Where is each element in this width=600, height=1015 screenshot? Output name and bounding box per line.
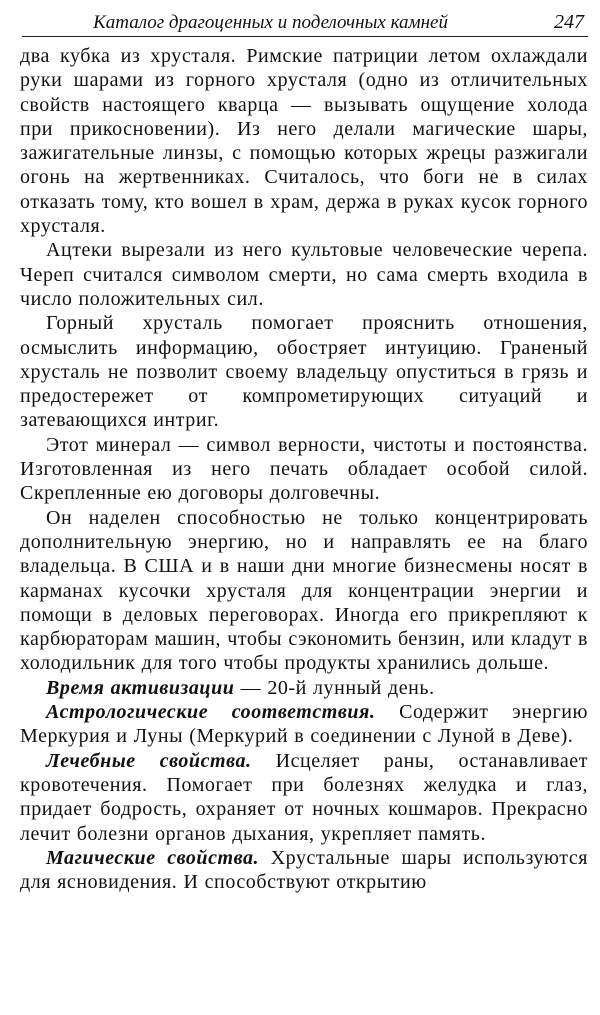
paragraph-symbol xyxy=(20,433,588,506)
run-in-heading: Время активизации xyxy=(46,676,235,699)
paragraph-text: Этот минерал — символ верности, чистоты и постоянства. Изготовленная из него печать обладает особой силой. Скрепленные ею договоры долговечны. xyxy=(20,433,588,505)
paragraph-text: два кубка из хрусталя. Римские патриции летом охлаждали руки шарами из горного хрусталя (одно из отличительных свойств настоящего кварца — вызывать ощущение холода при прикосновении). Из него делали магические шары, зажигательные линзы, с помощью которых жрецы разжигали огонь на жертвенниках. Считалось, что боги не в силах отказать тому, кто вошел в храм, держа в руках кусок горного хрусталя. xyxy=(20,45,588,238)
paragraph-text: Содержит энергию Меркурия и Луны (Меркурий в соединении с Луной в Деве). xyxy=(20,701,589,748)
page-header xyxy=(22,6,588,37)
paragraph-text: Исцеляет раны, останавливает кровотечения. Помогает при болезнях желудка и глаз, придает бодрость, охраняет от ночных кошмаров. Прекрасно лечит болезни органов дыхания, укрепляет память. xyxy=(20,749,588,845)
paragraph-clarity xyxy=(20,311,588,432)
paragraph-text: Ацтеки вырезали из него культовые человеческие черепа. Череп считался символом смерти, но сама смерть входила в число положительных сил. xyxy=(20,239,588,310)
paragraph-text: — 20-й лунный день. xyxy=(234,676,435,699)
paragraph-magic xyxy=(20,846,588,895)
page-number: 247 xyxy=(554,11,584,33)
run-in-heading: Астрологические соответствия. xyxy=(46,701,376,724)
paragraph-healing xyxy=(20,749,588,846)
paragraph-continuation xyxy=(20,44,588,238)
paragraph-aztecs xyxy=(20,238,588,311)
body-text xyxy=(20,44,588,894)
paragraph-text: Горный хрусталь помогает прояснить отношения, осмыслить информацию, обостряет интуицию. Граненый хрусталь не позволит своему владельцу опуститься в грязь и предостережет от компрометирующих ситуаций и затевающихся интриг. xyxy=(20,312,588,432)
paragraph-text: Хрустальные шары используются для ясновидения. И способствуют открытию xyxy=(20,846,588,894)
paragraph-activation-time xyxy=(20,676,588,700)
paragraph-text: Он наделен способностью не только концентрировать дополнительную энергию, но и направлять ее на благо владельца. В США и в наши дни многие бизнесмены носят в карманах кусочки хрусталя для концентрации энергии и помощи в деловых переговорах. Иногда его прикрепляют к карбюраторам машин, чтобы сэкономить бензин, или кладут в холодильник для того чтобы продукты хранились дольше. xyxy=(20,506,588,675)
paragraph-astrology xyxy=(20,700,588,749)
run-in-heading: Магические свойства. xyxy=(46,846,260,869)
running-title: Каталог драгоценных и поделочных камней xyxy=(93,12,448,33)
paragraph-energy xyxy=(20,506,588,676)
run-in-heading: Лечебные свойства. xyxy=(46,749,252,772)
